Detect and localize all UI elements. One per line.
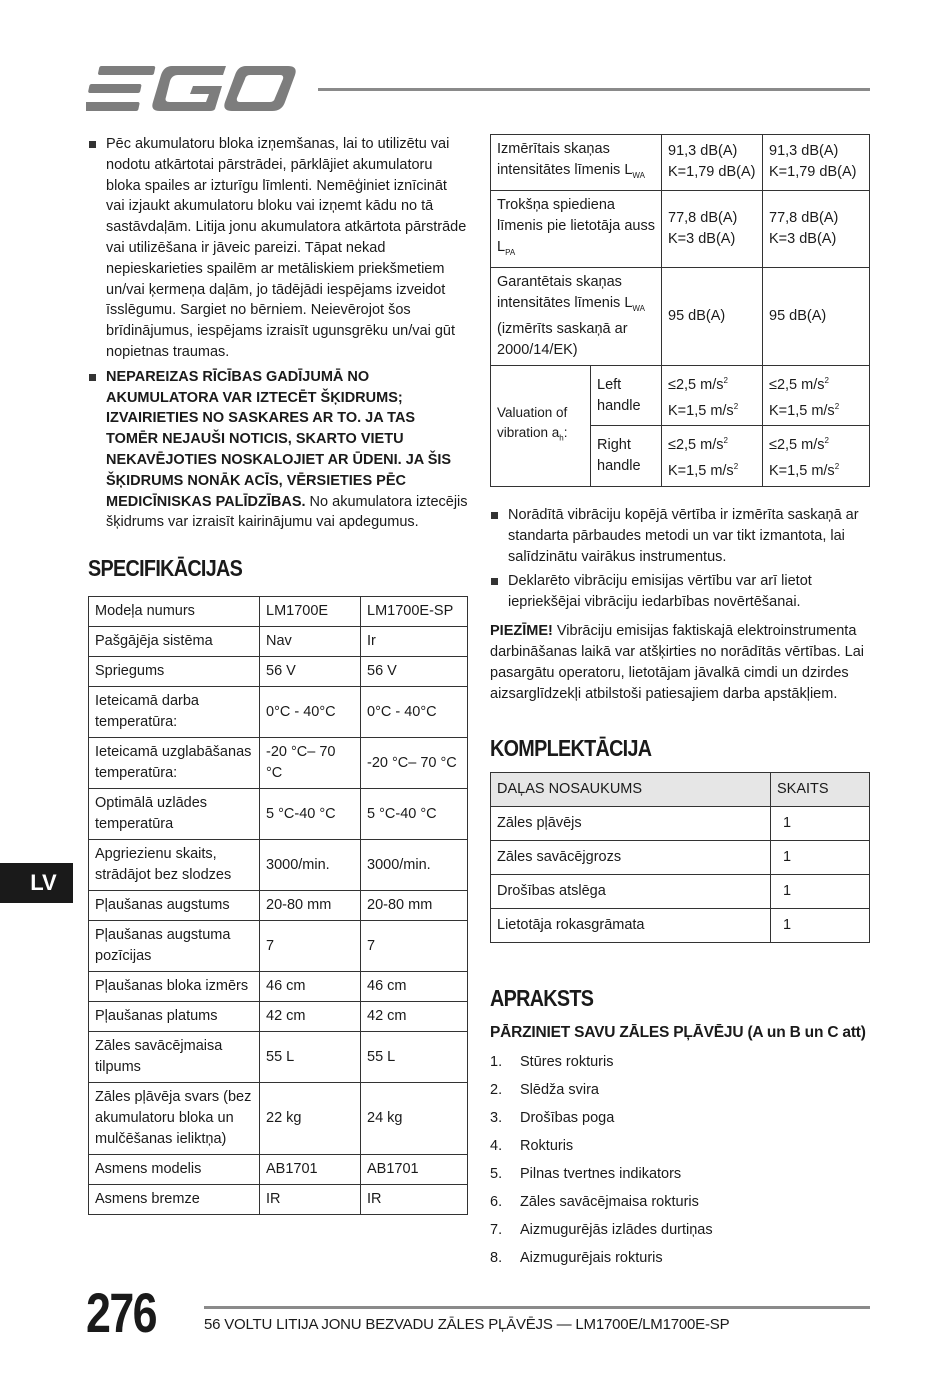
spec-value-cell: 56 V bbox=[260, 657, 361, 687]
spec-value-cell: AB1701 bbox=[361, 1155, 468, 1185]
spec-label-cell: Pašgājēja sistēma bbox=[89, 627, 260, 657]
spec-label-cell: Pļaušanas platums bbox=[89, 1002, 260, 1032]
cell-text: 77,8 dB(A) bbox=[769, 209, 839, 226]
cell-text: (izmērīts saskaņā ar 2000/14/EK) bbox=[497, 320, 628, 358]
cell-text: 91,3 dB(A) bbox=[668, 143, 738, 160]
noise-vibration-table bbox=[490, 134, 870, 487]
list-item bbox=[490, 1216, 870, 1244]
table-row bbox=[89, 789, 468, 840]
header-divider bbox=[318, 88, 870, 91]
kit-item-name: Lietotāja rokasgrāmata bbox=[491, 908, 771, 942]
cell-superscript: 2 bbox=[834, 401, 840, 411]
spec-label-cell: Modeļa numurs bbox=[89, 597, 260, 627]
parts-list bbox=[490, 1048, 870, 1272]
spec-value-cell: LM1700E bbox=[260, 597, 361, 627]
kit-table bbox=[490, 772, 870, 943]
list-item bbox=[490, 1244, 870, 1272]
table-row bbox=[89, 738, 468, 789]
spec-value-cell: 20-80 mm bbox=[260, 891, 361, 921]
cell-superscript: 2 bbox=[733, 401, 739, 411]
cell-text: ≤2,5 m/s bbox=[769, 376, 825, 393]
cell-text: 91,3 dB(A) bbox=[769, 143, 839, 160]
spec-value-cell: 7 bbox=[361, 921, 468, 972]
list-item-number: 8. bbox=[490, 1249, 503, 1266]
spec-label-cell: Ieteicamā uzglabāšanas temperatūra: bbox=[89, 738, 260, 789]
description-subtitle: PĀRZINIET SAVU ZĀLES PĻĀVĒJU (A un B un C att) bbox=[490, 1023, 866, 1041]
spec-value-cell: IR bbox=[361, 1185, 468, 1215]
table-cell bbox=[763, 190, 870, 267]
column-header-name: DAĻAS NOSAUKUMS bbox=[491, 772, 771, 806]
spec-value-cell: 22 kg bbox=[260, 1083, 361, 1155]
spec-label-cell: Asmens bremze bbox=[89, 1185, 260, 1215]
spec-label-cell: Pļaušanas augstuma pozīcijas bbox=[89, 921, 260, 972]
piezime-note bbox=[490, 621, 870, 705]
spec-label-cell: Zāles pļāvēja svars (bez akumulatoru bloka un mulčēšanas ieliktņa) bbox=[89, 1083, 260, 1155]
spec-label-cell: Optimālā uzlādes temperatūra bbox=[89, 789, 260, 840]
cell-text: K=1,79 dB(A) bbox=[769, 164, 857, 181]
spec-value-cell: 20-80 mm bbox=[361, 891, 468, 921]
list-item-label: Slēdža svira bbox=[520, 1081, 599, 1098]
table-cell bbox=[662, 190, 763, 267]
cell-superscript: 2 bbox=[824, 436, 829, 446]
table-cell-label bbox=[491, 365, 591, 486]
cell-subscript: PA bbox=[505, 247, 516, 257]
cell-text: 77,8 dB(A) bbox=[668, 209, 738, 226]
table-row bbox=[89, 1185, 468, 1215]
spec-label-cell: Pļaušanas bloka izmērs bbox=[89, 972, 260, 1002]
warning-battery-disposal bbox=[88, 134, 468, 363]
footer-title: 56 VOLTU LITIJA JONU BEZVADU ZĀLES PĻĀVĒJS — LM1700E/LM1700E-SP bbox=[204, 1316, 730, 1333]
cell-superscript: 2 bbox=[834, 462, 840, 472]
table-row bbox=[89, 687, 468, 738]
warning-bold-text: NEPAREIZAS RĪCĪBAS GADĪJUMĀ NO AKUMULATORA VAR IZTECĒT ŠĶIDRUMS; IZVAIRIETIES NO SASKARES AR TO. JA TAS TOMĒR NEJAUŠI NOTICIS, SKARTO VIETU NEKAVĒJOTIES NOSKALOJIET AR ŪDENI. JA ŠIS ŠĶIDRUMS NONĀK ACĪS, VĒRSIETIES PĒC MEDICĪNISKAS PALĪDZĪBAS. bbox=[106, 368, 452, 510]
table-cell bbox=[662, 426, 763, 487]
right-column bbox=[490, 134, 870, 1272]
table-row bbox=[89, 1155, 468, 1185]
list-item-number: 7. bbox=[490, 1221, 503, 1238]
specifications-title: SPECIFIKĀCIJAS bbox=[88, 555, 243, 582]
table-cell: 95 dB(A) bbox=[763, 267, 870, 365]
table-cell bbox=[763, 135, 870, 191]
spec-value-cell: -20 °C– 70 °C bbox=[361, 738, 468, 789]
spec-value-cell: IR bbox=[260, 1185, 361, 1215]
table-cell: 95 dB(A) bbox=[662, 267, 763, 365]
table-row bbox=[89, 1032, 468, 1083]
list-item-number: 6. bbox=[490, 1193, 503, 1210]
spec-value-cell: 24 kg bbox=[361, 1083, 468, 1155]
spec-value-cell: 5 °C-40 °C bbox=[361, 789, 468, 840]
spec-value-cell: 55 L bbox=[361, 1032, 468, 1083]
spec-value-cell: 5 °C-40 °C bbox=[260, 789, 361, 840]
kit-item-name: Zāles pļāvējs bbox=[491, 806, 771, 840]
spec-label-cell: Pļaušanas augstums bbox=[89, 891, 260, 921]
list-item bbox=[490, 1132, 870, 1160]
cell-text: ≤2,5 m/s bbox=[769, 437, 825, 454]
cell-text: ≤2,5 m/s bbox=[668, 437, 724, 454]
cell-text: K=1,5 m/s bbox=[668, 462, 734, 479]
cell-text: Izmērītais skaņas intensitātes līmenis L bbox=[497, 141, 633, 178]
cell-text: K=1,5 m/s bbox=[769, 462, 835, 479]
table-cell bbox=[763, 365, 870, 426]
description-title: APRAKSTS bbox=[490, 984, 594, 1011]
table-row bbox=[89, 627, 468, 657]
table-row bbox=[89, 840, 468, 891]
table-cell bbox=[662, 135, 763, 191]
table-row bbox=[89, 921, 468, 972]
cell-text: Valuation of vibration a bbox=[497, 404, 568, 440]
cell-superscript: 2 bbox=[723, 436, 728, 446]
vibration-notes bbox=[490, 505, 870, 613]
specifications-table bbox=[88, 596, 468, 1215]
table-row bbox=[89, 597, 468, 627]
table-cell-label bbox=[491, 267, 662, 365]
cell-text: Trokšņa spiediena līmenis pie lietotāja auss L bbox=[497, 196, 655, 255]
cell-text: K=3 dB(A) bbox=[769, 230, 837, 247]
table-cell-label bbox=[491, 190, 662, 267]
spec-value-cell: 0°C - 40°C bbox=[260, 687, 361, 738]
table-row bbox=[89, 1083, 468, 1155]
table-cell: Right handle bbox=[591, 426, 662, 487]
page-number: 276 bbox=[86, 1281, 156, 1344]
list-item bbox=[490, 1076, 870, 1104]
table-row bbox=[89, 972, 468, 1002]
kit-item-qty: 1 bbox=[771, 908, 870, 942]
table-cell bbox=[662, 365, 763, 426]
table-row bbox=[491, 908, 870, 942]
cell-superscript: 2 bbox=[824, 375, 829, 385]
ego-logo bbox=[86, 64, 298, 114]
cell-text: Garantētais skaņas intensitātes līmenis L bbox=[497, 273, 633, 311]
list-item-label: Aizmugurējās izlādes durtiņas bbox=[520, 1221, 713, 1238]
note-label: PIEZĪME! bbox=[490, 622, 553, 639]
cell-text: ≤2,5 m/s bbox=[668, 376, 724, 393]
cell-text: K=1,79 dB(A) bbox=[668, 164, 756, 181]
kit-item-name: Zāles savācējgrozs bbox=[491, 840, 771, 874]
spec-value-cell: 7 bbox=[260, 921, 361, 972]
note-text: Vibrāciju emisijas faktiskajā elektroinstrumenta darbināšanas laikā var atšķirties no norādītās vērtības. Lai pasargātu operatoru, lietotājam jāvalkā cimdi un dzirdes aizsarglīdzekļi atbilstoši patiesajiem darba apstākļiem. bbox=[490, 622, 864, 702]
spec-value-cell: LM1700E-SP bbox=[361, 597, 468, 627]
list-item-label: Stūres rokturis bbox=[520, 1053, 614, 1070]
spec-value-cell: 56 V bbox=[361, 657, 468, 687]
list-item bbox=[490, 1048, 870, 1076]
spec-label-cell: Apgriezienu skaits, strādājot bez slodzes bbox=[89, 840, 260, 891]
spec-label-cell: Ieteicamā darba temperatūra: bbox=[89, 687, 260, 738]
cell-subscript: h bbox=[559, 433, 564, 443]
kit-item-name: Drošības atslēga bbox=[491, 874, 771, 908]
cell-text: K=3 dB(A) bbox=[668, 230, 736, 247]
table-row bbox=[491, 365, 870, 426]
spec-label-cell: Spriegums bbox=[89, 657, 260, 687]
table-cell bbox=[763, 426, 870, 487]
spec-value-cell: Ir bbox=[361, 627, 468, 657]
note-item: Norādītā vibrāciju kopējā vērtība ir izmērīta saskaņā ar standarta pārbaudes metodi un var tikt izmantota, lai salīdzinātu vairākus instrumentus. bbox=[490, 505, 870, 567]
note-item: Deklarēto vibrāciju emisijas vērtību var arī lietot iepriekšējai vibrāciju iedarbības novērtēšanai. bbox=[490, 571, 870, 613]
battery-warnings bbox=[88, 134, 468, 533]
kit-item-qty: 1 bbox=[771, 874, 870, 908]
list-item bbox=[490, 1104, 870, 1132]
table-row bbox=[491, 840, 870, 874]
table-row bbox=[89, 1002, 468, 1032]
spec-value-cell: 42 cm bbox=[361, 1002, 468, 1032]
spec-value-cell: 55 L bbox=[260, 1032, 361, 1083]
table-row bbox=[491, 135, 870, 191]
table-row bbox=[491, 267, 870, 365]
cell-text: : bbox=[563, 424, 568, 440]
table-cell-label bbox=[491, 135, 662, 191]
table-row bbox=[491, 190, 870, 267]
list-item bbox=[490, 1188, 870, 1216]
cell-subscript: WA bbox=[632, 303, 645, 313]
column-header-qty: SKAITS bbox=[771, 772, 870, 806]
ego-logo-graphic bbox=[86, 64, 298, 114]
list-item-number: 5. bbox=[490, 1165, 503, 1182]
spec-value-cell: 46 cm bbox=[361, 972, 468, 1002]
cell-text: K=1,5 m/s bbox=[769, 402, 835, 419]
left-column bbox=[88, 134, 468, 1215]
footer-divider bbox=[204, 1306, 870, 1309]
kit-item-qty: 1 bbox=[771, 840, 870, 874]
cell-superscript: 2 bbox=[723, 375, 728, 385]
spec-value-cell: 3000/min. bbox=[260, 840, 361, 891]
spec-value-cell: 46 cm bbox=[260, 972, 361, 1002]
list-item-label: Aizmugurējais rokturis bbox=[520, 1249, 663, 1266]
list-item-label: Zāles savācējmaisa rokturis bbox=[520, 1193, 699, 1210]
table-row bbox=[491, 874, 870, 908]
spec-label-cell: Zāles savācējmaisa tilpums bbox=[89, 1032, 260, 1083]
list-item-label: Pilnas tvertnes indikators bbox=[520, 1165, 682, 1182]
list-item bbox=[490, 1160, 870, 1188]
spec-value-cell: 0°C - 40°C bbox=[361, 687, 468, 738]
table-row bbox=[89, 657, 468, 687]
list-item-label: Rokturis bbox=[520, 1137, 574, 1154]
cell-subscript: WA bbox=[632, 170, 645, 180]
table-row bbox=[89, 891, 468, 921]
spec-value-cell: 3000/min. bbox=[361, 840, 468, 891]
warning-text: No akumulatora iztecējis šķidrums var izraisīt kairinājumu vai apdegumus. bbox=[106, 493, 468, 531]
kit-title: KOMPLEKTĀCIJA bbox=[490, 734, 652, 761]
table-header-row bbox=[491, 772, 870, 806]
list-item-number: 2. bbox=[490, 1081, 503, 1098]
list-item-number: 3. bbox=[490, 1109, 503, 1126]
kit-item-qty: 1 bbox=[771, 806, 870, 840]
table-row bbox=[491, 806, 870, 840]
list-item-number: 1. bbox=[490, 1053, 503, 1070]
warning-text: Pēc akumulatoru bloka izņemšanas, lai to utilizētu vai nodotu atkārtotai pārstrādei, pārklājiet akumulatoru bloka spailes ar izturīgu līmlenti. Nemēģiniet iznīcināt vai izjaukt akumulatoru bloku vai izņemt kādu no tā sastāvdaļām. Litija jonu akumulatora atkārtota pārstrāde vai utilizēšana ir jāveic pareizi. Tāpat nekad nepieskarieties spailēm ar metāliskiem priekšmetiem un/vai ķermeņa daļām, jo tādējādi iespējams izveidot īsslēgumu. Sargiet no bērniem. Neievērojot šos brīdinājumus, iespējams izraisīt ugunsgrēku un/vai gūt nopietnas traumas. bbox=[106, 136, 467, 360]
cell-text: K=1,5 m/s bbox=[668, 402, 734, 419]
spec-value-cell: 42 cm bbox=[260, 1002, 361, 1032]
list-item-number: 4. bbox=[490, 1137, 503, 1154]
list-item-label: Drošības poga bbox=[520, 1109, 615, 1126]
spec-value-cell: Nav bbox=[260, 627, 361, 657]
cell-superscript: 2 bbox=[733, 462, 739, 472]
spec-label-cell: Asmens modelis bbox=[89, 1155, 260, 1185]
spec-value-cell: AB1701 bbox=[260, 1155, 361, 1185]
language-tab: LV bbox=[0, 863, 73, 903]
table-cell: Left handle bbox=[591, 365, 662, 426]
spec-value-cell: -20 °C– 70 °C bbox=[260, 738, 361, 789]
warning-battery-leak bbox=[88, 367, 468, 533]
